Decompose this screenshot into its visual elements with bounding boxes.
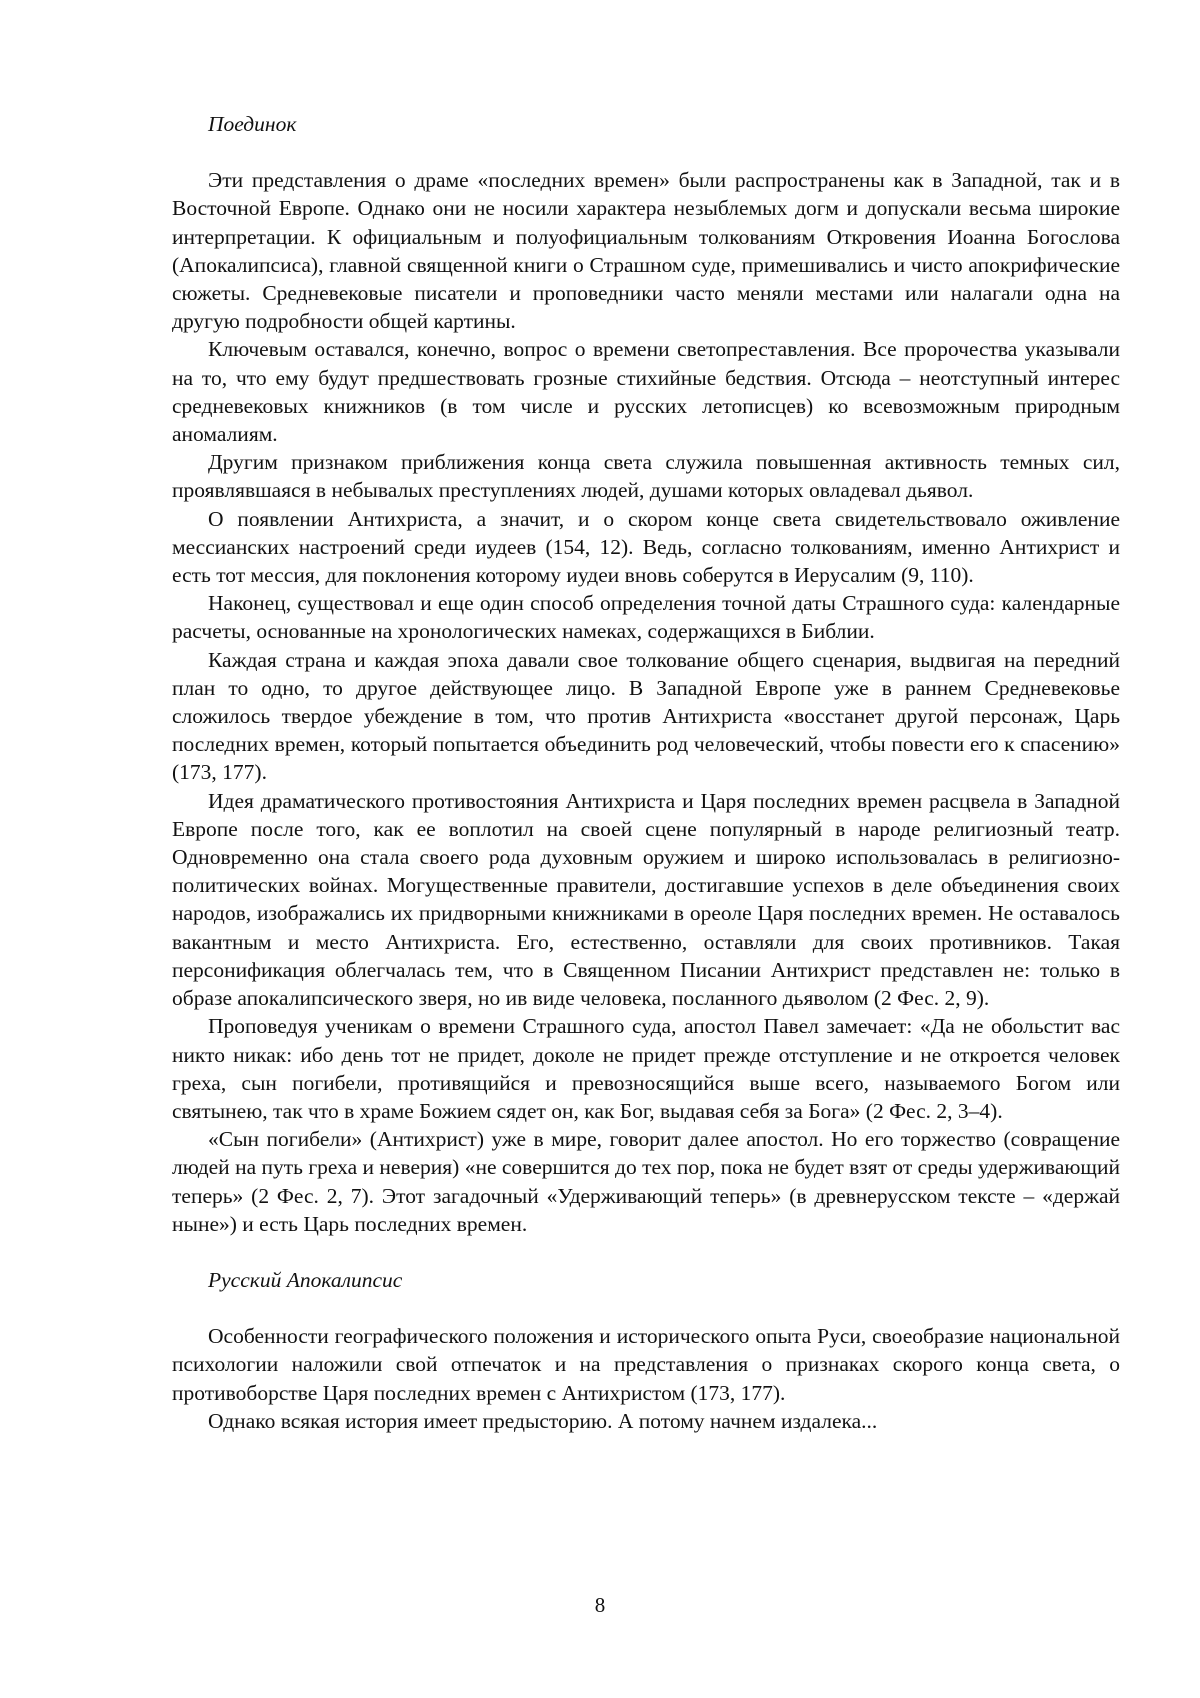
paragraph: Однако всякая история имеет предысторию. А потому начнем издалека... bbox=[208, 1408, 878, 1433]
paragraph: Каждая страна и каждая эпоха давали свое толкование общего сценария, выдвигая на передний план то одно, то другое действующее лицо. В Западной Европе уже в раннем Средневековье сложилось твердое убеждение в том, что против Антихриста «восстанет другой персонаж, Царь последних времен, который попытается объединить род человеческий, чтобы повести его к спасению» (173, 177). bbox=[172, 647, 1120, 785]
paragraph: «Сын погибели» (Антихрист) уже в мире, говорит далее апостол. Но его торжество (совращение людей на путь греха и неверия) «не совершится до тех пор, пока не будет взят от среды удерживающий теперь» (2 Фес. 2, 7). Этот загадочный «Удерживающий теперь» (в древнерусском тексте – «держай ныне») и есть Царь последних времен. bbox=[172, 1127, 1120, 1236]
page-content bbox=[172, 110, 1120, 1435]
section-title-russian-apocalypse: Русский Апокалипсис bbox=[208, 1267, 403, 1292]
paragraph: Другим признаком приближения конца света служила повышенная активность темных сил, проявлявшаяся в небывалых преступлениях людей, душами которых овладевал дьявол. bbox=[172, 450, 1120, 503]
section-title-duel: Поединок bbox=[208, 112, 297, 136]
paragraph: Идея драматического противостояния Антихриста и Царя последних времен расцвела в Западной Европе после того, как ее воплотил на своей сцене популярный в народе религиозный театр. Одновременно она стала своего рода духовным оружием и широко использовалась в религиозно-политических войнах. Могущественные правители, достигавшие успехов в деле объединения своих народов, изображались их придворными книжниками в ореоле Царя последних времен. Не оставалось вакантным и место Антихриста. Его, естественно, оставляли для своих противников. Такая персонификация облегчалась тем, что в Священном Писании Антихрист представлен не: только в образе апокалипсического зверя, но ив виде человека, посланного дьяволом (2 Фес. 2, 9). bbox=[172, 788, 1120, 1011]
page-number: 8 bbox=[594, 1593, 606, 1617]
section-body-russian-apocalypse bbox=[172, 1322, 1120, 1435]
paragraph: Ключевым оставался, конечно, вопрос о времени светопреставления. Все пророчества указывали на то, что ему будут предшествовать грозные стихийные бедствия. Отсюда – неотступный интерес средневековых книжников (в том числе и русских летописцев) ко всевозможным природным аномалиям. bbox=[172, 337, 1120, 447]
section-body-duel bbox=[172, 166, 1120, 1238]
paragraph: Проповедуя ученикам о времени Страшного суда, апостол Павел замечает: «Да не обольстит вас никто никак: ибо день тот не придет, доколе не придет прежде отступление и не откроется человек греха, сын погибели, противящийся и превозносящийся выше всего, называемого Богом или святынею, так что в храме Божием сядет он, как Бог, выдавая себя за Бога» (2 Фес. 2, 3–4). bbox=[172, 1014, 1120, 1123]
paragraph: Особенности географического положения и исторического опыта Руси, своеобразие национальной психологии наложили свой отпечаток и на представления о признаках скорого конца света, о противоборстве Царя последних времен с Антихристом (173, 177). bbox=[172, 1324, 1120, 1405]
paragraph: Эти представления о драме «последних времен» были распространены как в Западной, так и в Восточной Европе. Однако они не носили характера незыблемых догм и допускали весьма широкие интерпретации. К официальным и полуофициальным толкованиям Откровения Иоанна Богослова (Апокалипсиса), главной священной книги о Страшном суде, примешивались и чисто апокрифические сюжеты. Средневековые писатели и проповедники часто меняли местами или налагали одна на другую подробности общей картины. bbox=[172, 168, 1120, 334]
paragraph: О появлении Антихриста, а значит, и о скором конце света свидетельствовало оживление мессианских настроений среди иудеев (154, 12). Ведь, согласно толкованиям, именно Антихрист и есть тот мессия, для поклонения которому иудеи вновь соберутся в Иерусалим (9, 110). bbox=[172, 506, 1120, 588]
paragraph: Наконец, существовал и еще один способ определения точной даты Страшного суда: календарные расчеты, основанные на хронологических намеках, содержащихся в Библии. bbox=[172, 591, 1120, 644]
